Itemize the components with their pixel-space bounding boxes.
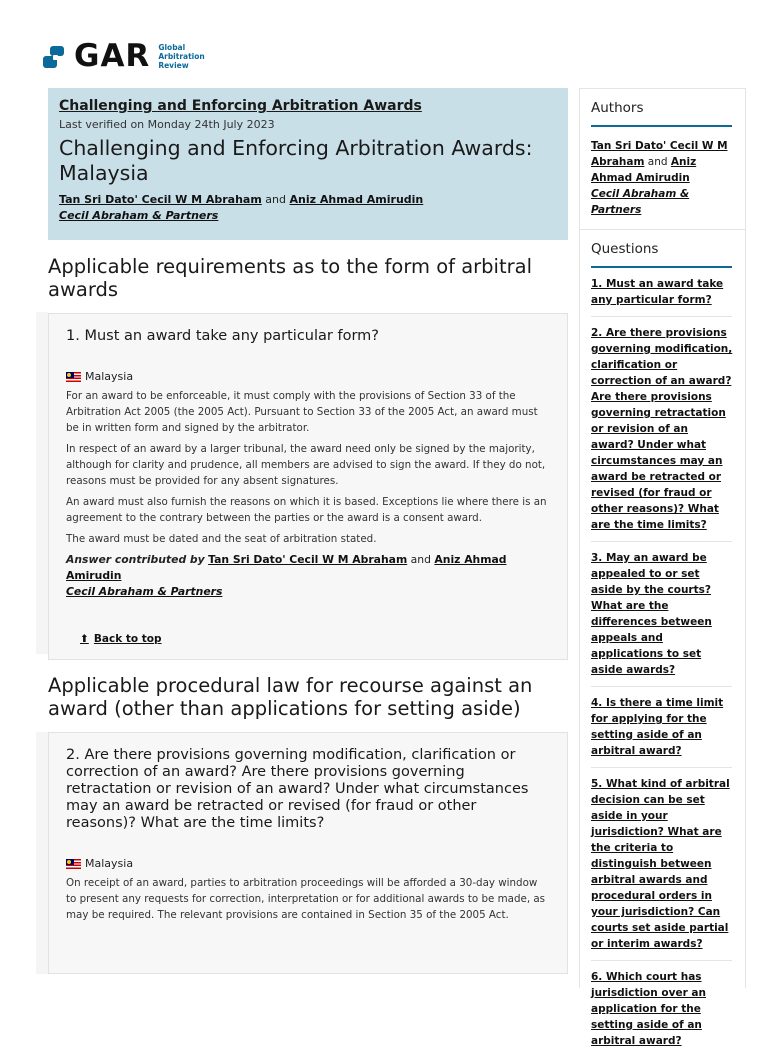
answer-contributors: Answer contributed by Tan Sri Dato' Cecil W M Abraham and Aniz Ahmad Amirudin Cecil Abraham & Partners — [66, 553, 507, 598]
box-shadow-strip — [36, 732, 48, 974]
page-title: Challenging and Enforcing Arbitration Awards: Malaysia — [59, 136, 533, 185]
question-heading-1: 1. Must an award take any particular form? — [66, 328, 379, 344]
sidebar-questions-heading: Questions — [591, 241, 659, 257]
answer-paragraph: The award must be dated and the seat of arbitration stated. — [66, 533, 377, 545]
answer-body-2 — [66, 875, 550, 923]
firm-link[interactable]: Cecil Abraham & Partners — [59, 209, 219, 222]
section-title-procedural: Applicable procedural law for recourse against an award (other than applications for setting aside) — [48, 674, 533, 720]
sidebar-question-link-3[interactable]: 3. May an award be appealed to or set aside by the courts? What are the differences between appeals and applications to set aside awards? — [591, 552, 712, 676]
contributed-by-label: Answer contributed by — [66, 553, 205, 566]
sidebar-authors: Tan Sri Dato' Cecil W M Abraham and Aniz Ahmad Amirudin Cecil Abraham & Partners — [591, 140, 728, 216]
contributor-firm-link[interactable]: Cecil Abraham & Partners — [66, 585, 223, 598]
country-label: Malaysia — [66, 857, 550, 870]
sidebar-question-link-1[interactable]: 1. Must an award take any particular form? — [591, 278, 724, 306]
sidebar-question-link-4[interactable]: 4. Is there a time limit for applying for the setting aside of an arbitral award? — [591, 697, 724, 757]
answer-paragraph: In respect of an award by a larger tribunal, the award need only be signed by the majority, although for clarity and prudence, all members are advised to sign the award. If they do not, reasons must be provided for any absent signatures. — [66, 443, 546, 487]
sidebar-firm-link[interactable]: Cecil Abraham & Partners — [591, 188, 690, 216]
answer-paragraph: On receipt of an award, parties to arbitration proceedings will be afforded a 30-day window to present any requests for correction, interpretation or for additional awards to be made, as may be required. The relevant provisions are contained in Section 35 of the 2005 Act. — [66, 877, 546, 921]
section-title-form: Applicable requirements as to the form of arbitral awards — [48, 255, 533, 301]
sidebar — [579, 88, 746, 1047]
gar-logo-icon — [42, 43, 68, 69]
malaysia-flag-icon — [66, 372, 81, 382]
contributor-link-amirudin[interactable]: Aniz Ahmad Amirudin — [66, 553, 507, 582]
answer-paragraph: For an award to be enforceable, it must comply with the provisions of Section 33 of the Arbitration Act 2005 (the 2005 Act). Pursuant to Section 33 of the 2005 Act, an award must be in written form and signed by the arbitrator. — [66, 390, 538, 434]
main-content — [48, 88, 568, 974]
series-title-link[interactable]: Challenging and Enforcing Arbitration Awards — [59, 98, 422, 114]
box-shadow-strip — [36, 312, 48, 654]
last-verified: Last verified on Monday 24th July 2023 — [59, 118, 275, 131]
sidebar-question-link-2[interactable]: 2. Are there provisions governing modification, clarification or correction of an award? Are there provisions governing retractation or revision of an award? Under what circumstances may an award be retracted or revised (for fraud or other reasons)? What are the time limits? — [591, 327, 733, 531]
back-to-top-link[interactable]: ⬆︎ Back to top — [80, 633, 162, 645]
question-box-2 — [48, 732, 568, 974]
sidebar-author-link-amirudin[interactable]: Aniz Ahmad Amirudin — [591, 156, 697, 184]
chevron-up-icon: ⬆︎ — [80, 633, 89, 645]
header-authors — [59, 192, 557, 224]
question-heading-2: 2. Are there provisions governing modification, clarification or correction of an award? Are there provisions governing retractation or revision of an award? Under what circumstances may an award be retracted or revised (for fraud or other reasons)? What are the time limits? — [66, 747, 529, 831]
logo-text: GAR — [74, 38, 151, 74]
gar-logo[interactable] — [42, 40, 205, 72]
article-header — [48, 88, 568, 240]
sidebar-authors-heading: Authors — [591, 100, 644, 116]
logo-subtitle: Global Arbitration Review — [158, 42, 205, 70]
and-text: and — [265, 193, 286, 206]
malaysia-flag-icon — [66, 859, 81, 869]
sidebar-question-link-6[interactable]: 6. Which court has jurisdiction over an application for the setting aside of an arbitral award? — [591, 971, 706, 1047]
contributor-link-abraham[interactable]: Tan Sri Dato' Cecil W M Abraham — [208, 553, 408, 566]
question-box-1 — [48, 313, 568, 660]
sidebar-accent-rule — [591, 125, 732, 127]
sidebar-author-link-abraham[interactable]: Tan Sri Dato' Cecil W M Abraham — [591, 140, 728, 168]
sidebar-question-link-5[interactable]: 5. What kind of arbitral decision can be set aside in your jurisdiction? What are the criteria to distinguish between arbitral awards and procedural orders in your jurisdiction? Can courts set aside partial or interim awards? — [591, 778, 730, 950]
answer-paragraph: An award must also furnish the reasons on which it is based. Exceptions lie where there is an agreement to the contrary between the parties or the award is a consent award. — [66, 496, 547, 524]
sidebar-divider — [580, 229, 745, 230]
country-label: Malaysia — [66, 370, 550, 383]
answer-body-1 — [66, 388, 550, 547]
author-link-abraham[interactable]: Tan Sri Dato' Cecil W M Abraham — [59, 193, 262, 206]
author-link-amirudin[interactable]: Aniz Ahmad Amirudin — [289, 193, 424, 206]
